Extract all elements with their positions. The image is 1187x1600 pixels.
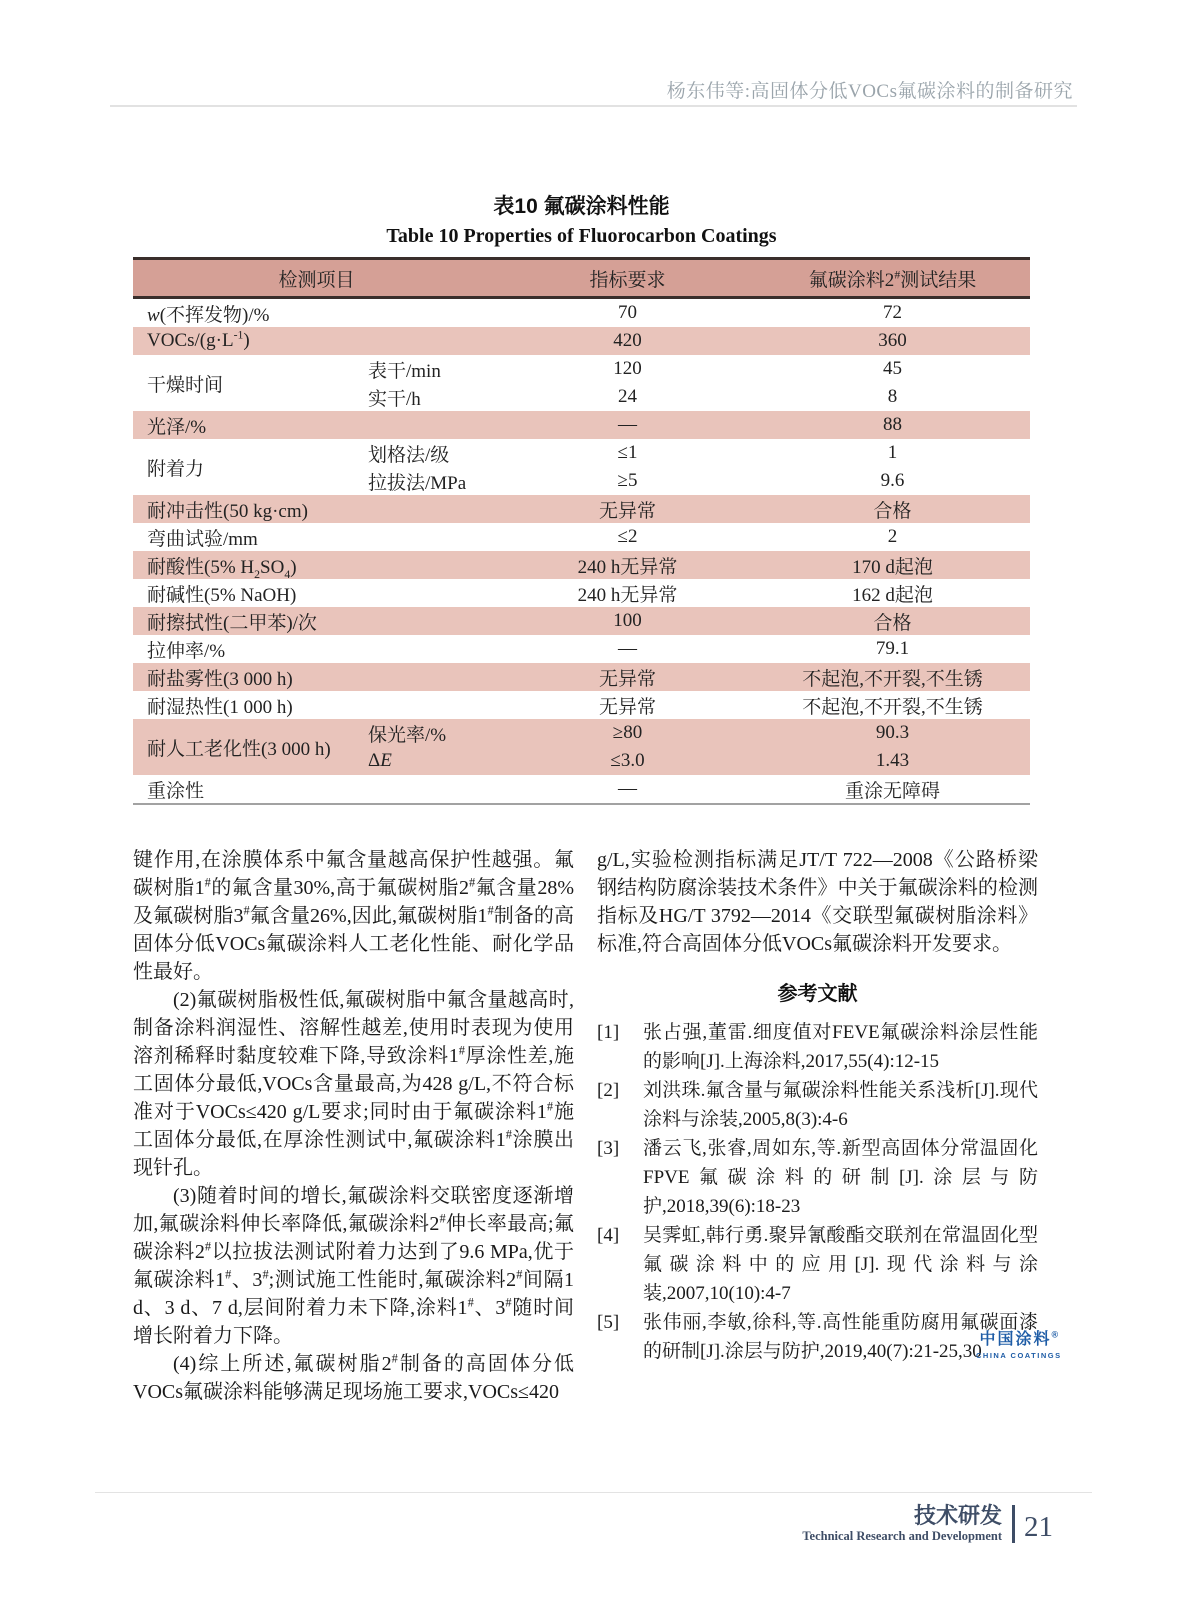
table-header-row: [133, 259, 1030, 298]
reference-number: [1]: [597, 1022, 620, 1043]
page-number: 21: [1024, 1511, 1053, 1543]
reference-item: [597, 1134, 1038, 1221]
paragraph: (3)随着时间的增长,氟碳涂料交联密度逐渐增加,氟碳涂料伸长率降低,氟碳涂料2#伸长率最高;氟碳涂料2#以拉拔法测试附着力达到了9.6 MPa,优于氟碳涂料1#、3#;测试施工性能时,氟碳涂料2#间隔1 d、3 d、7 d,层间附着力未下降,涂料1#、3#随时间增长附着力下降。: [133, 1185, 575, 1347]
cell-item: 附着力: [147, 458, 205, 480]
cell-item: VOCs/$(g\cdot L^{-1})$: [133, 327, 500, 355]
cell-requirement: 无异常: [500, 495, 755, 523]
cell-requirement: 无异常: [500, 663, 755, 691]
cell-result: 90.3: [755, 719, 1030, 747]
logo-text-zh: 中国涂料®: [979, 1329, 1059, 1348]
cell-result: 45: [883, 358, 903, 379]
cell-sub-item: 划格法/级: [368, 444, 450, 466]
reference-item: [597, 1221, 1038, 1308]
reference-item: [597, 1076, 1038, 1134]
cell-item: 耐碱性(5% NaOH): [147, 584, 297, 606]
table-row: [133, 298, 1030, 328]
cell-sub-item: 表干/min: [368, 360, 441, 382]
cell-result: 170 d起泡: [755, 551, 1030, 579]
table-block: [133, 190, 1030, 805]
cell-item: 耐湿热性(1 000 h): [147, 696, 293, 718]
cell-requirement: 240 h无异常: [577, 584, 678, 606]
cell-result: 72: [883, 302, 903, 323]
cell-requirement: 24: [618, 386, 638, 407]
registered-mark: ®: [1051, 1329, 1059, 1340]
cell-requirement: ≤2: [617, 526, 638, 547]
table-row: [133, 355, 1030, 383]
cell-item: w(不挥发物)/%: [147, 304, 270, 326]
properties-table: [133, 257, 1030, 805]
footer-divider: [1012, 1505, 1015, 1543]
cell-requirement: 240 h无异常: [500, 551, 755, 579]
cell-item: 拉伸率/%: [147, 640, 226, 662]
cell-result: 1.43: [755, 747, 1030, 775]
column-header-requirement: 指标要求: [500, 259, 755, 298]
table-row: [133, 607, 1030, 635]
cell-result: 360: [755, 327, 1030, 355]
table-row: [133, 523, 1030, 551]
cell-requirement: ≥5: [617, 470, 638, 491]
references-list: [597, 1018, 1038, 1366]
cell-result: 9.6: [880, 470, 905, 491]
paragraph: (2)氟碳树脂极性低,氟碳树脂中氟含量越高时,制备涂料润湿性、溶解性越差,使用时表现为使用溶剂稀释时黏度较难下降,导致涂料1#厚涂性差,施工固体分最低,VOCs含量最高,为428 g/L,不符合标准对于VOCs≤420 g/L要求;同时由于氟碳涂料1#施工固体分最低,在厚涂性测试中,氟碳涂料1#涂膜出现针孔。: [133, 989, 575, 1179]
cell-item: 耐人工老化性(3 000 h): [133, 719, 360, 775]
china-coatings-logo: [976, 1326, 1062, 1360]
table-row: [133, 411, 1030, 439]
cell-requirement: 70: [618, 302, 638, 323]
cell-requirement: 100: [500, 607, 755, 635]
table-row: [133, 719, 1030, 747]
table-row: [133, 691, 1030, 719]
cell-item: 弯曲试验/mm: [147, 528, 258, 550]
page-header: 杨东伟等:高固体分低VOCs氟碳涂料的制备研究: [666, 81, 1073, 102]
cell-sub-item: 保光率/%: [360, 719, 500, 747]
cell-result: 2: [887, 526, 898, 547]
cell-result: 79.1: [875, 638, 910, 659]
reference-text: 张伟丽,李敏,徐科,等.高性能重防腐用氟碳面漆的研制[J].涂层与防护,2019,40(7):21-25,30: [643, 1312, 1038, 1362]
reference-number: [5]: [597, 1312, 620, 1333]
cell-result: 8: [887, 386, 898, 407]
cell-requirement: ≤1: [617, 442, 638, 463]
footer-section-subtitle: Technical Research and Development: [802, 1529, 1002, 1543]
reference-number: [4]: [597, 1225, 620, 1246]
cell-requirement: —: [500, 411, 755, 439]
table-title-zh: 表10 氟碳涂料性能: [493, 195, 670, 218]
table-row: [133, 635, 1030, 663]
cell-result: 不起泡,不开裂,不生锈: [802, 696, 983, 718]
table-row: [133, 439, 1030, 467]
cell-result: 不起泡,不开裂,不生锈: [755, 663, 1030, 691]
cell-requirement: 120: [613, 358, 642, 379]
cell-requirement: ≥80: [500, 719, 755, 747]
paragraph: (4)综上所述,氟碳树脂2#制备的高固体分低VOCs氟碳涂料能够满足现场施工要求,VOCs≤420: [133, 1351, 575, 1403]
page-footer: [802, 1502, 1053, 1546]
reference-text: 吴霁虹,韩行勇.聚异氰酸酯交联剂在常温固化型氟碳涂料中的应用[J].现代涂料与涂装,2007,10(10):4-7: [643, 1225, 1038, 1304]
cell-result: 合格: [755, 495, 1030, 523]
cell-sub-item: ΔE: [360, 747, 500, 775]
reference-text: 张占强,董雷.细度值对FEVE氟碳涂料涂层性能的影响[J].上海涂料,2017,55(4):12-15: [643, 1022, 1038, 1072]
cell-result: 1: [887, 442, 898, 463]
reference-item: [597, 1018, 1038, 1076]
body-left-column: [133, 846, 574, 1406]
body-right-column: [597, 846, 1038, 1366]
cell-item: 重涂性: [147, 780, 205, 802]
cell-requirement: —: [618, 638, 638, 659]
footer-section-title: 技术研发: [913, 1503, 1002, 1528]
cell-result: 合格: [755, 607, 1030, 635]
column-header-result: 氟碳涂料2#测试结果: [755, 259, 1030, 298]
cell-item: 耐擦拭性(二甲苯)/次: [133, 607, 500, 635]
paragraph: g/L,实验检测指标满足JT/T 722—2008《公路桥梁钢结构防腐涂装技术条件》中关于氟碳涂料的检测指标及HG/T 3792—2014《交联型氟碳树脂涂料》标准,符合高固体分低VOCs氟碳涂料开发要求。: [597, 849, 1038, 955]
cell-result: 162 d起泡: [852, 584, 933, 606]
cell-item: 耐冲击性(50 kg·cm): [133, 495, 500, 523]
footer-rule: [95, 1492, 1092, 1493]
cell-item: 光泽/%: [133, 411, 500, 439]
cell-item: 干燥时间: [147, 374, 224, 396]
reference-text: 刘洪珠.氟含量与氟碳涂料性能关系浅析[J].现代涂料与涂装,2005,8(3):4-6: [643, 1080, 1038, 1130]
reference-text: 潘云飞,张睿,周如东,等.新型高固体分常温固化FPVE氟碳涂料的研制[J].涂层与防护,2018,39(6):18-23: [643, 1138, 1038, 1217]
table-row: [133, 327, 1030, 355]
cell-item: 耐盐雾性(3 000 h): [133, 663, 500, 691]
table-row: [133, 551, 1030, 579]
reference-item: [597, 1308, 1038, 1366]
cell-requirement: —: [618, 778, 638, 799]
header-rule: [110, 105, 1077, 107]
column-header-item: 检测项目: [133, 259, 500, 298]
table-body: [133, 298, 1030, 805]
cell-sub-item: 实干/h: [368, 388, 421, 410]
cell-requirement: ≤3.0: [500, 747, 755, 775]
table-row: [133, 495, 1030, 523]
cell-requirement: 无异常: [599, 696, 657, 718]
table-row: [133, 775, 1030, 804]
cell-result: 重涂无障碍: [845, 780, 941, 802]
table-title-en: Table 10 Properties of Fluorocarbon Coatings: [386, 225, 777, 247]
cell-result: 88: [755, 411, 1030, 439]
table-row: [133, 579, 1030, 607]
references-heading: 参考文献: [777, 983, 858, 1005]
cell-requirement: 420: [500, 327, 755, 355]
paragraph: 键作用,在涂膜体系中氟含量越高保护性越强。氟碳树脂1#的氟含量30%,高于氟碳树脂2#氟含量28%及氟碳树脂3#氟含量26%,因此,氟碳树脂1#制备的高固体分低VOCs氟碳涂料人工老化性能、耐化学品性最好。: [133, 849, 575, 983]
cell-sub-item: 拉拔法/MPa: [368, 472, 467, 494]
table-row: [133, 663, 1030, 691]
reference-number: [2]: [597, 1080, 620, 1101]
reference-number: [3]: [597, 1138, 620, 1159]
logo-text-en: CHINA COATINGS: [976, 1351, 1062, 1360]
cell-item: 耐酸性(5% $H_2SO_4$): [133, 551, 500, 579]
